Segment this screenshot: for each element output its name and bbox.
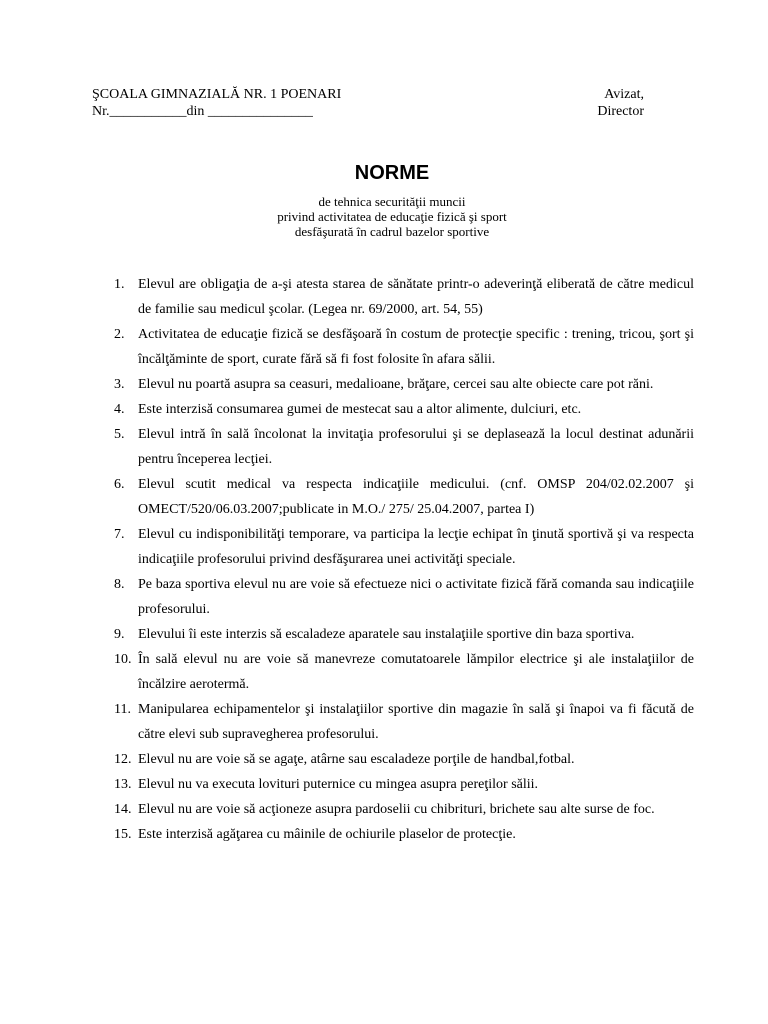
document-subtitle: [0, 194, 768, 239]
norm-text: Elevul nu are voie să acţioneze asupra pardoselii cu chibrituri, brichete sau alte surse de foc.: [138, 802, 655, 817]
norm-item: [92, 747, 694, 772]
norm-text: Elevul cu indisponibilităţi temporare, va participa la lecţie echipat în ţinută sportivă şi va respecta indicaţiile profesorului privind desfăşurarea unei activităţi speciale.: [138, 527, 694, 567]
subtitle-line: desfăşurată în cadrul bazelor sportive: [294, 224, 490, 239]
norm-number: 9.: [114, 627, 125, 642]
norm-number: 14.: [114, 802, 132, 817]
norm-text: Este interzisă consumarea gumei de mestecat sau a altor alimente, dulciuri, etc.: [138, 402, 582, 417]
norm-text: Elevul intră în sală încolonat la invitaţia profesorului şi se deplasează la locul destinat adunării pentru începerea lecţiei.: [138, 427, 694, 467]
header-right: [597, 86, 644, 120]
norm-number: 3.: [114, 377, 125, 392]
norm-item: [92, 622, 694, 647]
norm-number: 12.: [114, 752, 132, 767]
norm-item: [92, 822, 694, 847]
document-title: NORME: [354, 162, 430, 184]
registration-line: Nr.___________din _______________: [92, 104, 313, 119]
norm-number: 4.: [114, 402, 125, 417]
norm-text: Elevul nu poartă asupra sa ceasuri, medalioane, brăţare, cercei sau alte obiecte care pot răni.: [138, 377, 654, 392]
norm-item: [92, 647, 694, 697]
norm-text: Elevul are obligaţia de a-şi atesta starea de sănătate printr-o adeverinţă eliberată de către medicul de familie sau medicul şcolar. (Legea nr. 69/2000, art. 54, 55): [138, 277, 694, 317]
norm-item: [92, 697, 694, 747]
norm-text: Elevul nu va executa lovituri puternice cu mingea asupra pereţilor sălii.: [138, 777, 539, 792]
norm-number: 8.: [114, 577, 125, 592]
norm-item: [92, 372, 694, 397]
subtitle-line: privind activitatea de educaţie fizică şi sport: [277, 209, 507, 224]
norm-text: Elevul nu are voie să se agaţe, atârne sau escaladeze porţile de handbal,fotbal.: [138, 752, 575, 767]
norm-text: Este interzisă agăţarea cu mâinile de ochiurile plaselor de protecţie.: [138, 827, 516, 842]
director-label: Director: [597, 104, 644, 119]
norm-item: [92, 572, 694, 622]
norm-number: 10.: [114, 652, 132, 667]
school-name: ŞCOALA GIMNAZIALĂ NR. 1 POENARI: [92, 87, 342, 102]
norm-item: [92, 772, 694, 797]
norm-text: În sală elevul nu are voie să manevreze comutatoarele lămpilor electrice şi ale instalaţiilor de încălzire aerotermă.: [138, 652, 694, 692]
norm-item: [92, 272, 694, 322]
norm-text: Manipularea echipamentelor şi instalaţiilor sportive din magazie în sală şi înapoi va fi făcută de către elevi sub supravegherea profesorului.: [138, 702, 694, 742]
norm-number: 11.: [114, 702, 131, 717]
norm-text: Elevul scutit medical va respecta indicaţiile medicului. (cnf. OMSP 204/02.02.2007 şi OMECT/520/06.03.2007;publicate in M.O./ 275/ 25.04.2007, partea I): [138, 477, 694, 517]
norm-item: [92, 322, 694, 372]
norm-item: [92, 397, 694, 422]
norm-item: [92, 422, 694, 472]
norm-number: 5.: [114, 427, 125, 442]
header-left: [92, 86, 341, 120]
norms-list: [92, 272, 694, 847]
norm-number: 15.: [114, 827, 132, 842]
norm-number: 6.: [114, 477, 125, 492]
subtitle-line: de tehnica securităţii muncii: [318, 194, 466, 209]
norm-text: Pe baza sportiva elevul nu are voie să efectueze nici o activitate fizică fără comanda sau indicaţiile profesorului.: [138, 577, 694, 617]
norm-text: Elevului îi este interzis să escaladeze aparatele sau instalaţiile sportive din baza sportiva.: [138, 627, 635, 642]
norm-number: 1.: [114, 277, 125, 292]
norm-item: [92, 522, 694, 572]
norm-number: 7.: [114, 527, 125, 542]
norm-item: [92, 472, 694, 522]
norm-item: [92, 797, 694, 822]
norm-number: 13.: [114, 777, 132, 792]
norm-text: Activitatea de educaţie fizică se desfăşoară în costum de protecţie specific : trening, tricou, şort şi încălţăminte de sport, curate fără să fi fost folosite în afara sălii.: [138, 327, 694, 367]
approval-label: Avizat,: [604, 87, 644, 102]
norm-number: 2.: [114, 327, 125, 342]
